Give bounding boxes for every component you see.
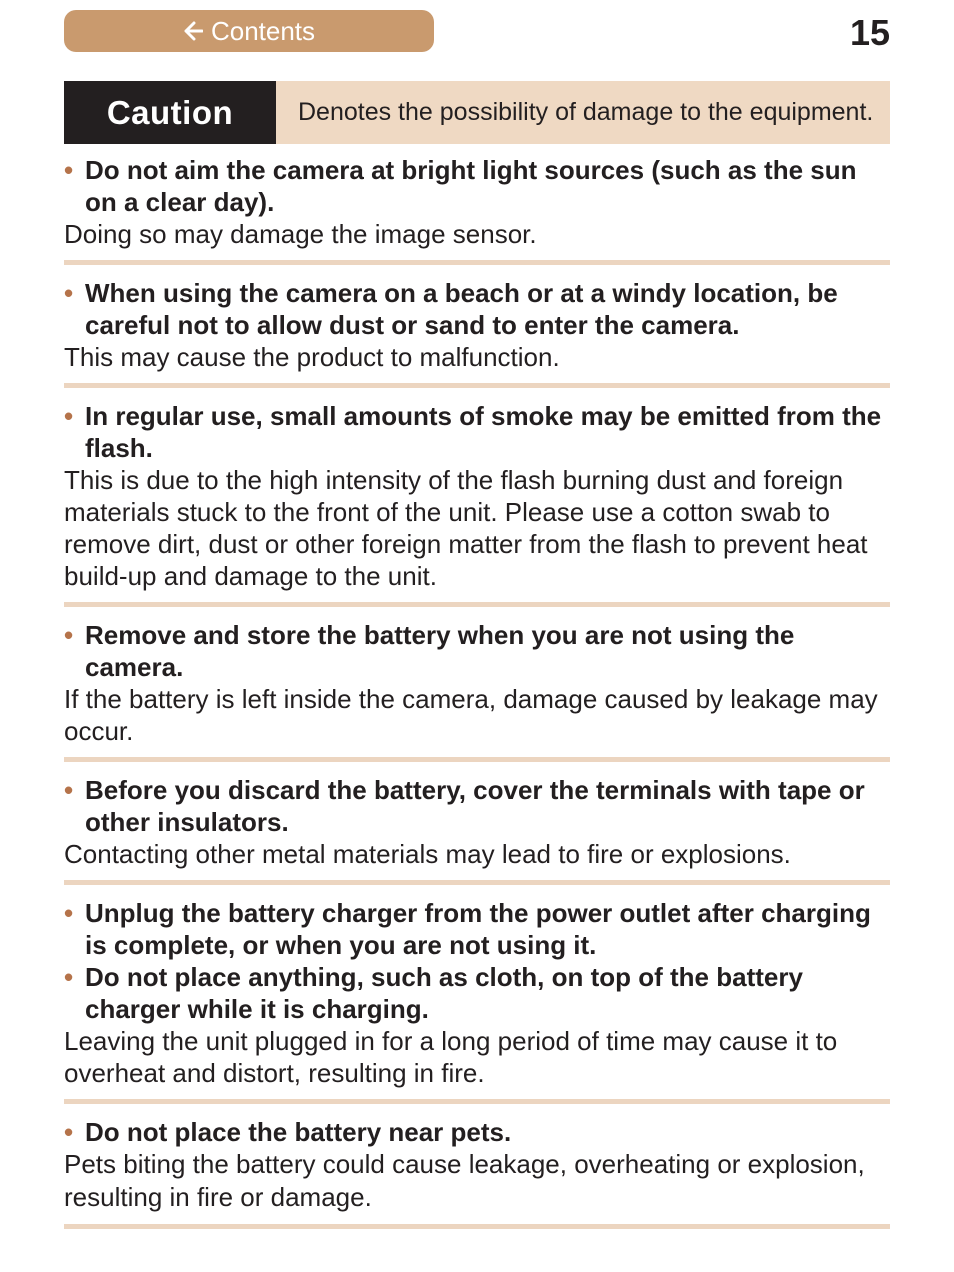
caution-explanation: Contacting other metal materials may lead to fire or explosions.	[64, 839, 791, 869]
caution-explanation: Doing so may damage the image sensor.	[64, 219, 537, 249]
caution-heading: • When using the camera on a beach or at a windy location, be careful not to allow dust or sand to enter the camera.	[64, 278, 838, 340]
bullet-icon: •	[64, 962, 74, 992]
caution-explanation: This is due to the high intensity of the flash burning dust and foreign materials stuck to the front of the unit. Please use a cotton swab to remove dirt, dust or other foreign matter from the flash to prevent heat build-up and damage to the unit.	[64, 465, 868, 591]
caution-section	[64, 1116, 890, 1229]
caution-description: Denotes the possibility of damage to the equipment.	[276, 81, 890, 144]
caution-section	[64, 897, 890, 1104]
caution-heading: • Do not place the battery near pets.	[64, 1117, 512, 1147]
caution-section	[64, 619, 890, 762]
bullet-icon: •	[64, 155, 74, 185]
page-number: 15	[849, 12, 890, 53]
caution-heading: • Unplug the battery charger from the power outlet after charging is complete, or when you are not using it.	[64, 898, 871, 960]
caution-section	[64, 154, 890, 265]
caution-heading: • Before you discard the battery, cover the terminals with tape or other insulators.	[64, 775, 865, 837]
caution-banner	[64, 81, 890, 144]
arrow-left-icon	[183, 21, 203, 41]
bullet-icon: •	[64, 1117, 74, 1147]
caution-section	[64, 774, 890, 885]
caution-explanation: If the battery is left inside the camera, damage caused by leakage may occur.	[64, 684, 878, 746]
caution-section	[64, 277, 890, 388]
caution-heading: • In regular use, small amounts of smoke may be emitted from the flash.	[64, 401, 882, 463]
caution-explanation: Leaving the unit plugged in for a long period of time may cause it to overheat and distort, resulting in fire.	[64, 1026, 838, 1088]
contents-button-label: Contents	[210, 15, 316, 46]
bullet-icon: •	[64, 401, 74, 431]
bullet-icon: •	[64, 278, 74, 308]
bullet-icon: •	[64, 898, 74, 928]
bullet-icon: •	[64, 620, 74, 650]
caution-list	[64, 154, 890, 1241]
caution-heading: • Remove and store the battery when you are not using the camera.	[64, 620, 795, 682]
caution-explanation: Pets biting the battery could cause leakage, overheating or explosion, resulting in fire or damage.	[64, 1149, 865, 1212]
contents-button[interactable]	[64, 10, 434, 52]
caution-heading: • Do not aim the camera at bright light sources (such as the sun on a clear day).	[64, 155, 857, 217]
caution-label: Caution	[64, 81, 276, 144]
caution-explanation: This may cause the product to malfunction.	[64, 342, 560, 372]
caution-section	[64, 400, 890, 607]
caution-heading: • Do not place anything, such as cloth, on top of the battery charger while it is charging.	[64, 962, 803, 1024]
bullet-icon: •	[64, 775, 74, 805]
